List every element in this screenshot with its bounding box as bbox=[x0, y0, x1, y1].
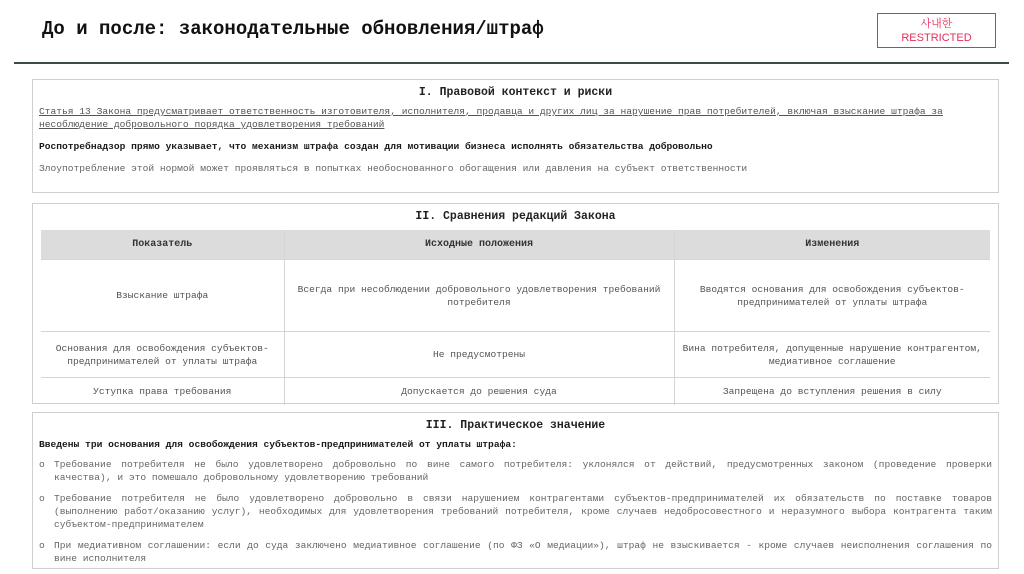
grounds-list bbox=[33, 458, 998, 565]
bullet-icon: o bbox=[39, 540, 45, 551]
paragraph-abuse-risk: Злоупотребление этой нормой может проявляться в попытках необоснованного обогащения или давления на субъект ответственности bbox=[39, 163, 748, 174]
column-header: Изменения bbox=[674, 230, 990, 260]
list-item-text: При медиативном соглашении: если до суда заключено медиативное соглашение (по ФЗ «О медиации»), штраф не взыскивается - кроме случаев неисполнения соглашения по вине исполнителя bbox=[54, 540, 992, 564]
comparison-table bbox=[41, 230, 990, 405]
table-cell: Взыскание штрафа bbox=[41, 260, 284, 332]
section-practical-meaning bbox=[32, 412, 999, 569]
table-header-row bbox=[41, 230, 990, 260]
table-cell: Уступка права требования bbox=[41, 378, 284, 406]
table-cell: Основания для освобождения субъектов-предпринимателей от уплаты штрафа bbox=[41, 332, 284, 378]
list-item bbox=[39, 492, 992, 531]
list-item-text: Требование потребителя не было удовлетворено добровольно в связи нарушением контрагентами субъектов-предпринимателей их обязательств по поставке товаров (выполнению работ/оказанию услуг), необходимых для удовлетворения требований потребителя, кроме случаев недобросовестного и неразумного выбора контрагента таким субъектом-предпринимателем bbox=[54, 493, 992, 530]
section-title: III. Практическое значение bbox=[425, 419, 606, 432]
list-item bbox=[39, 539, 992, 565]
badge-restricted-label: RESTRICTED bbox=[901, 32, 972, 44]
table-cell: Запрещена до вступления решения в силу bbox=[674, 378, 990, 406]
table-row bbox=[41, 378, 990, 406]
list-item-text: Требование потребителя не было удовлетворено добровольно по вине самого потребителя: уклонялся от действий, предусмотренных законом (проведение проверки качества), и это помешало добровольному удовлетворению требований bbox=[54, 459, 992, 483]
header-divider bbox=[14, 62, 1009, 64]
restricted-badge bbox=[877, 13, 996, 48]
bullet-icon: o bbox=[39, 459, 45, 470]
paragraph-article-13: Статья 13 Закона предусматривает ответственность изготовителя, исполнителя, продавца и других лиц за нарушение прав потребителей, включая взыскание штрафа за несоблюдение добровольного порядка удовлетворения требований bbox=[39, 106, 943, 130]
section-title: II. Сравнения редакций Закона bbox=[415, 210, 616, 223]
bullet-icon: o bbox=[39, 493, 45, 504]
table-cell: Всегда при несоблюдении добровольного удовлетворения требований потребителя bbox=[284, 260, 674, 332]
column-header: Показатель bbox=[41, 230, 284, 260]
table-cell: Вводятся основания для освобождения субъектов-предпринимателей от уплаты штрафа bbox=[674, 260, 990, 332]
table-cell: Вина потребителя, допущенные нарушение контрагентом, медиативное соглашение bbox=[674, 332, 990, 378]
section-comparison bbox=[32, 203, 999, 404]
table-cell: Не предусмотрены bbox=[284, 332, 674, 378]
lead-text: Введены три основания для освобождения субъектов-предпринимателей от уплаты штрафа: bbox=[39, 439, 517, 450]
section-title: I. Правовой контекст и риски bbox=[418, 86, 613, 99]
column-header: Исходные положения bbox=[284, 230, 674, 260]
table-row bbox=[41, 260, 990, 332]
paragraph-rospotrebnadzor: Роспотребнадзор прямо указывает, что механизм штрафа создан для мотивации бизнеса исполнять обязательства добровольно bbox=[39, 141, 713, 152]
badge-korean-label: 사내한 bbox=[920, 18, 953, 30]
table-cell: Допускается до решения суда bbox=[284, 378, 674, 406]
page-title: До и после: законодательные обновления/штраф bbox=[42, 18, 544, 40]
table-row bbox=[41, 332, 990, 378]
list-item bbox=[39, 458, 992, 484]
section-legal-context bbox=[32, 79, 999, 193]
